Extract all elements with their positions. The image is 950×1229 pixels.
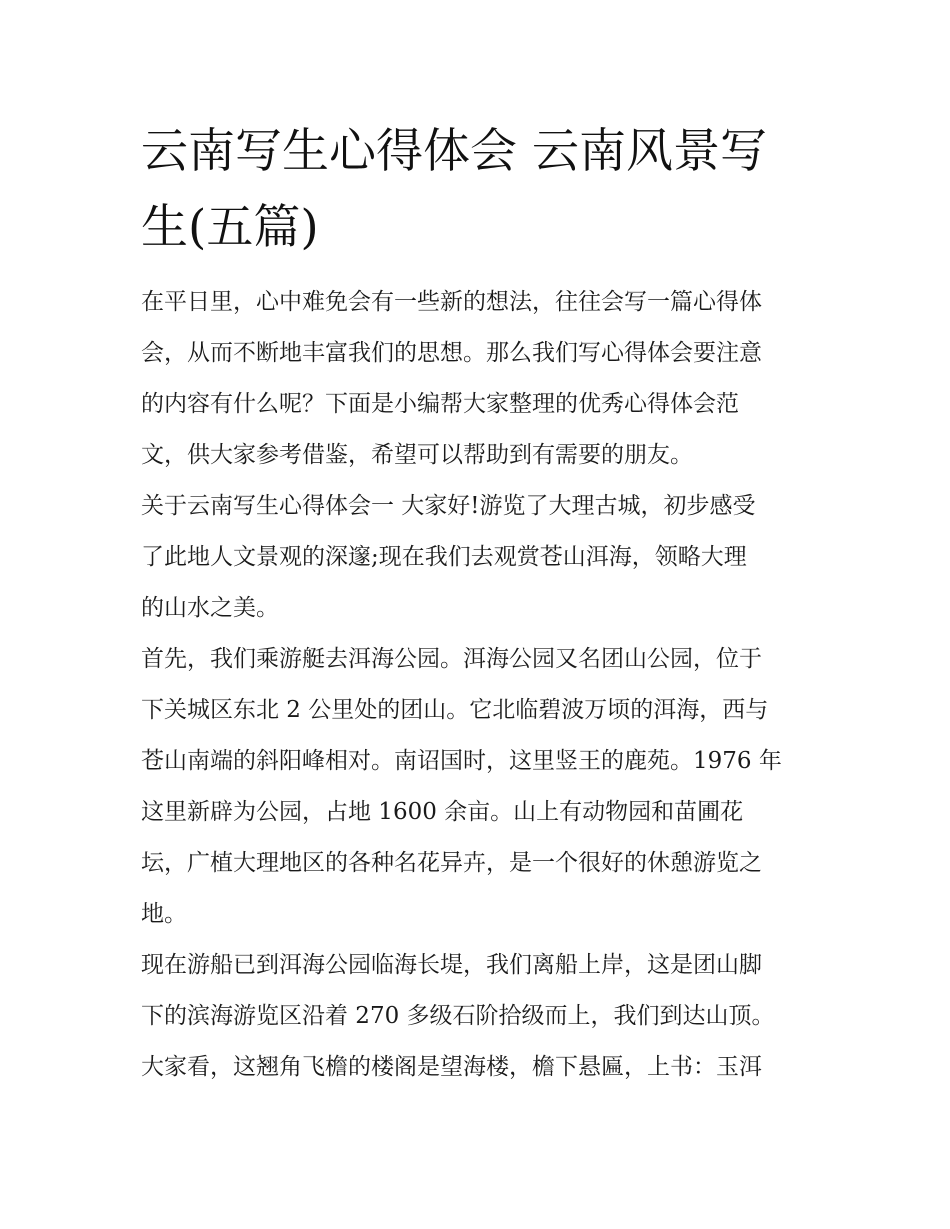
body-line: 苍山南端的斜阳峰相对。南诏国时，这里竖王的鹿苑。1976 年 <box>141 748 782 774</box>
body-line: 坛，广植大理地区的各种名花异卉，是一个很好的休憩游览之 <box>141 850 762 876</box>
body-line: 这里新辟为公园，占地 1600 余亩。山上有动物园和苗圃花 <box>141 799 744 825</box>
body-line: 文，供大家参考借鉴，希望可以帮助到有需要的朋友。 <box>141 442 693 468</box>
body-line: 的内容有什么呢？下面是小编帮大家整理的优秀心得体会范 <box>141 391 739 417</box>
body-line: 会，从而不断地丰富我们的思想。那么我们写心得体会要注意 <box>141 340 762 366</box>
body-line: 大家看，这翘角飞檐的楼阁是望海楼，檐下悬匾，上书：玉洱 <box>141 1054 762 1080</box>
body-line: 在平日里，心中难免会有一些新的想法，往往会写一篇心得体 <box>141 289 762 315</box>
body-line: 关于云南写生心得体会一 大家好!游览了大理古城，初步感受 <box>141 493 756 519</box>
body-line: 了此地人文景观的深邃;现在我们去观赏苍山洱海，领略大理 <box>141 544 747 570</box>
body-line: 下的滨海游览区沿着 270 多级石阶拾级而上，我们到达山顶。 <box>141 1003 775 1029</box>
title-line: 生(五篇) <box>141 200 319 255</box>
body-line: 的山水之美。 <box>141 595 279 621</box>
body-line: 地。 <box>141 901 187 927</box>
body-line: 下关城区东北 2 公里处的团山。它北临碧波万顷的洱海，西与 <box>141 697 769 723</box>
body-line: 现在游船已到洱海公园临海长堤，我们离船上岸，这是团山脚 <box>141 952 762 978</box>
body-line: 首先，我们乘游艇去洱海公园。洱海公园又名团山公园，位于 <box>141 646 762 672</box>
document-body <box>141 277 821 1093</box>
document-title <box>141 114 821 266</box>
title-line: 云南写生心得体会 云南风景写 <box>141 124 767 179</box>
